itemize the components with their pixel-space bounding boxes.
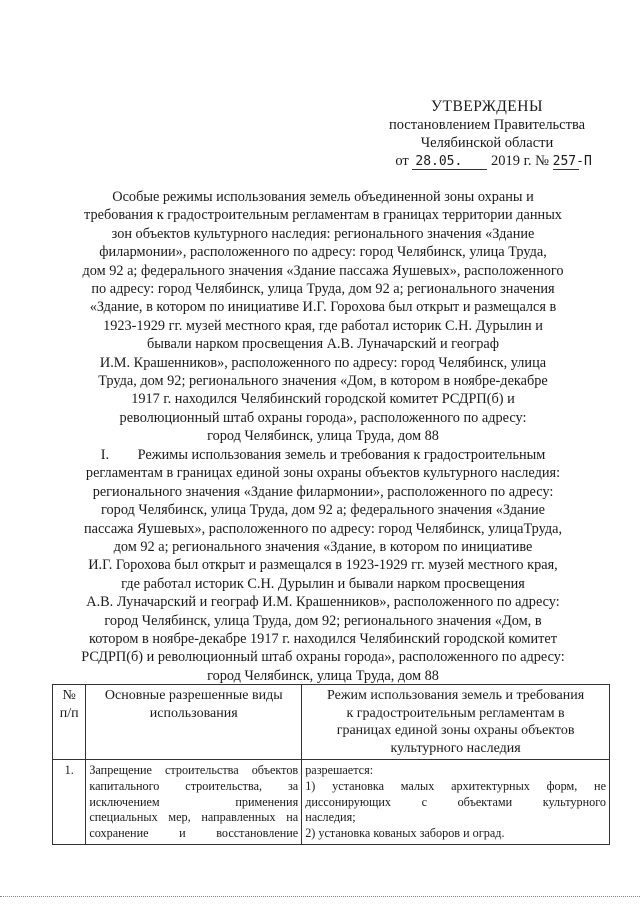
approval-number: 257-П xyxy=(552,154,592,169)
section-line: город Челябинск, улица Труда, дом 88 xyxy=(207,667,439,684)
title-line: дом 92 а; федерального значения «Здание пассажа Яушевых», расположенного xyxy=(82,262,564,279)
section-line: котором в ноябре-декабре 1917 г. находился Челябинский городской комитет xyxy=(89,631,557,648)
section-line: РСДРП(б) и революционный штаб охраны города», расположенного по адресу: xyxy=(81,649,565,666)
row-regime-line: 1) установка малых архитектурных форм, не xyxy=(305,778,606,793)
table-header-row xyxy=(53,685,610,760)
section-line: регионального значения «Здание филармонии», расположенного по адресу: xyxy=(92,483,554,500)
header-number-line: п/п xyxy=(59,705,79,721)
title-line: революционный штаб охраны города», расположенного по адресу: xyxy=(119,409,527,426)
approval-block xyxy=(362,98,612,170)
approval-heading: УТВЕРЖДЕНЫ xyxy=(431,98,543,115)
title-line: филармонии», расположенного по адресу: город Челябинск, улица Труда, xyxy=(99,244,547,261)
row-regime-line: разрешается: xyxy=(305,763,374,777)
section-line: дом 92 а; регионального значения «Здание, в котором по инициативе xyxy=(113,539,533,556)
row-uses-line: специальных мер, направленных на xyxy=(89,810,299,825)
title-line: зон объектов культурного наследия: регионального значения «Здание xyxy=(111,225,535,242)
title-line: «Здание, в котором по инициативе И.Г. Горохова был открыт и размещался в xyxy=(89,299,557,316)
section-line: город Челябинск, улица Труда, дом 92; регионального значения «Дом, в xyxy=(104,612,542,629)
header-uses-line: Основные разрешенные виды xyxy=(104,688,283,703)
approval-date: 28.05. xyxy=(412,154,487,170)
section-heading xyxy=(52,446,594,685)
title-line: по адресу: город Челябинск, улица Труда, дом 92 а; регионального значения xyxy=(91,281,555,298)
section-line: где работал историк С.Н. Дурылин и бывали нарком просвещения xyxy=(121,575,525,592)
section-line: город Челябинск, улица Труда, дом 92 а; федерального значения «Здание xyxy=(101,502,545,519)
row-uses xyxy=(86,760,302,845)
row-regime-line: наследия; xyxy=(305,810,356,825)
row-uses-line: исключением применения xyxy=(89,794,299,809)
header-regime xyxy=(302,685,610,760)
row-uses-line: Запрещение строительства объектов xyxy=(89,763,299,777)
section-line: А.В. Луначарский и географ И.М. Крашенников», расположенного по адресу: xyxy=(86,594,560,611)
table-row xyxy=(53,760,610,845)
title-line: город Челябинск, улица Труда, дом 88 xyxy=(207,428,439,445)
document-title xyxy=(58,188,588,446)
approval-from: от xyxy=(395,153,409,169)
row-number: 1. xyxy=(53,760,86,845)
header-number-line: № xyxy=(62,688,76,703)
row-regime-line: диссонирующих с объектами культурного xyxy=(305,794,606,809)
row-regime-line: 2) установка кованых заборов и оград. xyxy=(305,826,505,841)
header-uses-line: использования xyxy=(149,705,238,721)
section-line: регламентам в границах единой зоны охраны объектов культурного наследия: xyxy=(85,465,561,482)
approval-line-2: Челябинской области xyxy=(420,135,554,151)
title-line: 1923-1929 гг. музей местного края, где работал историк С.Н. Дурылин и xyxy=(103,317,543,334)
title-line: И.М. Крашенников», расположенного по адресу: город Челябинск, улица xyxy=(99,354,547,371)
title-line: требования к градостроительным регламентам в границах территории данных xyxy=(84,207,562,224)
row-uses-line: капитального строительства, за xyxy=(89,778,299,793)
title-line: Труда, дом 92; регионального значения «Дом, в котором в ноябре-декабре xyxy=(98,373,548,390)
title-line: 1917 г. находился Челябинский городской комитет РСДРП(б) и xyxy=(131,391,515,408)
regime-table xyxy=(52,684,610,845)
header-regime-line: к градостроительным регламентам в xyxy=(346,705,565,721)
section-line: И.Г. Горохова был открыт и размещался в 1923-1929 гг. музей местного края, xyxy=(88,557,558,574)
header-number xyxy=(53,685,86,760)
row-regime xyxy=(302,760,610,845)
header-uses xyxy=(86,685,302,760)
approval-line-1: постановлением Правительства xyxy=(388,117,586,133)
header-regime-line: границах единой зоны охраны объектов xyxy=(336,723,575,738)
header-regime-line: культурного наследия xyxy=(390,740,521,756)
title-line: бывали нарком просвещения А.В. Луначарский и географ xyxy=(147,336,499,353)
row-uses-line: сохранение и восстановление xyxy=(89,826,299,841)
page-cut-divider xyxy=(0,896,640,897)
section-line: I. Режимы использования земель и требования к градостроительным xyxy=(100,447,546,463)
header-regime-line: Режим использования земель и требования xyxy=(327,688,585,703)
section-line: пассажа Яушевых», расположенного по адресу: город Челябинск, улицаТруда, xyxy=(83,520,563,537)
title-line: Особые режимы использования земель объединенной зоны охраны и xyxy=(112,189,534,205)
approval-year: 2019 г. № xyxy=(491,153,550,169)
approval-dateline xyxy=(362,152,612,170)
